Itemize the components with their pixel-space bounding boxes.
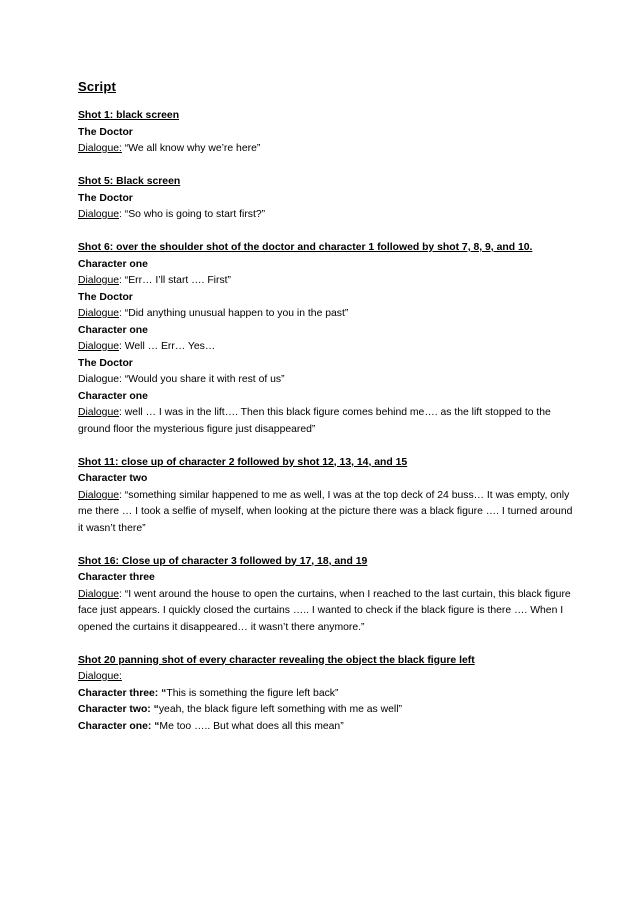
script-page — [78, 78, 578, 752]
dialogue-label: Dialogue: — [78, 143, 122, 154]
page-title: Script — [78, 79, 117, 94]
spoken-text: yeah, the black figure left something with me as well” — [158, 704, 402, 715]
shot-heading: Shot 20 panning shot of every character revealing the object the black figure left — [78, 654, 475, 666]
spoken-line — [78, 686, 578, 703]
speaker-name: Character two — [78, 473, 148, 484]
dialogue-text: “We all know why we’re here” — [121, 143, 261, 154]
dialogue-text: : Well … Err… Yes… — [119, 341, 216, 352]
dialogue-text: : “So who is going to start first?” — [119, 209, 266, 220]
dialogue-label: Dialogue — [78, 341, 120, 352]
speaker-name: Character one — [78, 390, 148, 402]
dialogue-label: Dialogue — [78, 275, 120, 286]
dialogue-line — [78, 587, 578, 637]
shot-block — [78, 653, 578, 736]
dialogue-text: : “I went around the house to open the curtains, when I reached to the last curtain, this black figure face just appears. I quickly closed the curtains ….. I wanted to check if the black figure is there …. When I opened the curtains it disappeared… it wasn’t there anymore.” — [78, 588, 571, 633]
shot-block — [78, 174, 578, 224]
dialogue-line — [78, 405, 578, 438]
dialogue-label: Dialogue — [78, 588, 120, 600]
shot-heading: Shot 6: over the shoulder shot of the doctor and character 1 followed by shot 7, 8, 9, and 10. — [78, 242, 533, 253]
shot-block — [78, 240, 578, 438]
dialogue-line — [78, 306, 578, 323]
speaker-label: Character two: “ — [78, 704, 159, 715]
shot-heading: Shot 1: black screen — [78, 110, 180, 121]
shot-block — [78, 455, 578, 538]
shot-list — [78, 108, 578, 735]
spoken-text: Me too ….. But what does all this mean” — [159, 720, 344, 732]
spoken-line — [78, 702, 578, 719]
speaker-name: The Doctor — [78, 126, 133, 138]
shot-block — [78, 108, 578, 158]
shot-heading: Shot 5: Black screen — [78, 176, 181, 187]
speaker-name: The Doctor — [78, 192, 133, 204]
dialogue-text: : “Err… I’ll start …. First” — [119, 275, 231, 286]
shot-heading: Shot 11: close up of character 2 followed by shot 12, 13, 14, and 15 — [78, 456, 408, 468]
speaker-name: The Doctor — [78, 291, 133, 303]
speaker-name: Character one — [78, 258, 148, 270]
dialogue-label: Dialogue — [78, 407, 120, 418]
speaker-name: Character one — [78, 324, 148, 336]
dialogue-text: : “Did anything unusual happen to you in the past” — [119, 308, 349, 319]
speaker-name: The Doctor — [78, 357, 133, 369]
shot-heading: Shot 16: Close up of character 3 followed by 17, 18, and 19 — [78, 555, 368, 567]
spoken-line — [78, 719, 578, 736]
speaker-label: Character three: “ — [78, 687, 167, 699]
speaker-name: Character three — [78, 572, 155, 583]
dialogue-label: Dialogue: — [78, 671, 122, 682]
spoken-text: This is something the figure left back” — [166, 687, 339, 699]
dialogue-line: Dialogue: “Would you share it with rest of us” — [78, 374, 285, 385]
dialogue-text: : “something similar happened to me as well, I was at the top deck of 24 buss… It was empty, only me there … I took a selfie of myself, when looking at the picture there was a black figure …. I turned around it wasn’t there” — [78, 489, 573, 534]
dialogue-line — [78, 339, 578, 356]
dialogue-line — [78, 273, 578, 290]
dialogue-label: Dialogue — [78, 209, 120, 220]
dialogue-line — [78, 488, 578, 538]
dialogue-line — [78, 207, 578, 224]
dialogue-label: Dialogue — [78, 308, 120, 319]
dialogue-text: : well … I was in the lift…. Then this black figure comes behind me…. as the lift stopped to the ground floor the mysterious figure just disappeared” — [78, 407, 551, 435]
shot-block — [78, 554, 578, 637]
dialogue-label: Dialogue — [78, 489, 120, 501]
speaker-label: Character one: “ — [78, 720, 160, 732]
dialogue-line — [78, 141, 578, 158]
